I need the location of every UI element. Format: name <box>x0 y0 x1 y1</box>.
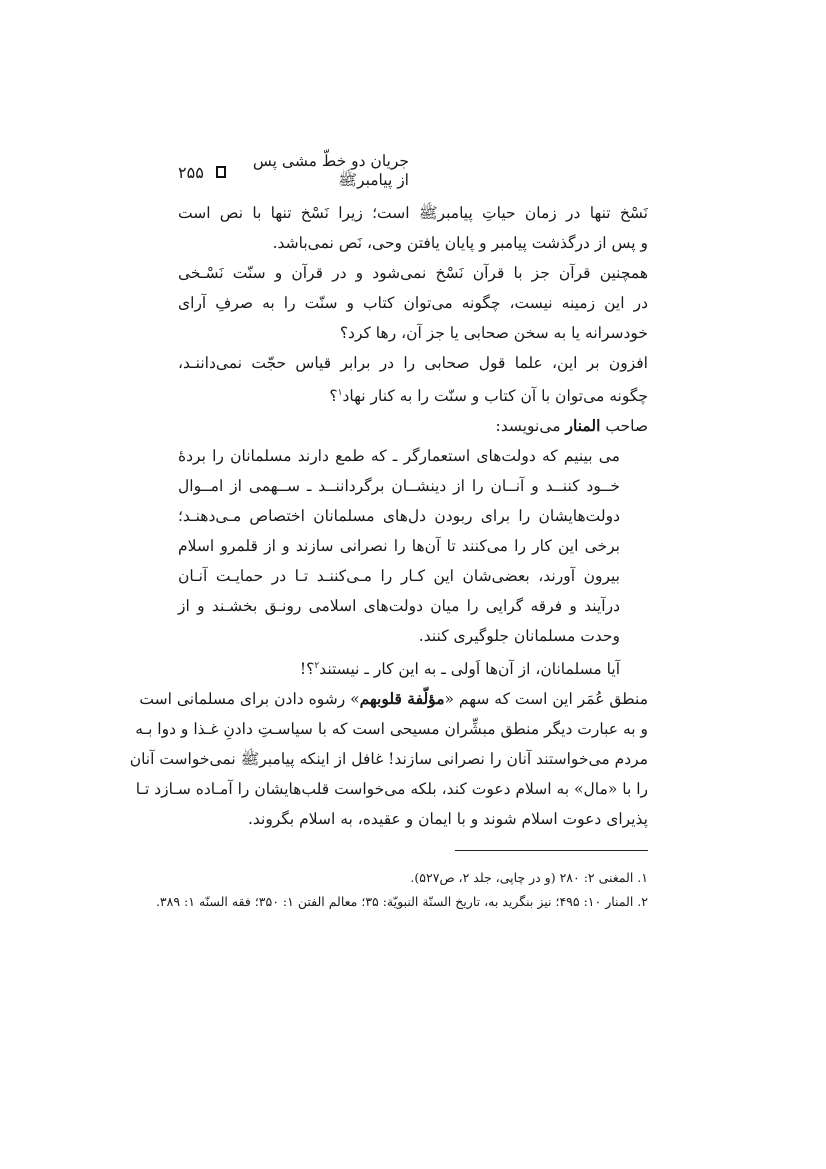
text-line: افزون بر این، علما قول صحابی را در برابر قیاس حجّت نمی‌داننـد، <box>178 354 648 372</box>
footnote-divider <box>455 850 648 851</box>
text-line: خودسرانه یا به سخن صحابی یا جز آن، رها کرد؟ <box>339 324 648 342</box>
text-line: را با «مال» به اسلام دعوت کند، بلکه می‌خواست قلب‌هایشان را آمـاده سـازد تـا <box>135 780 648 799</box>
text-line: نَسْخ تنها در زمان حیاتِ پیامبرﷺ است؛ زیرا نَسْخ تنها با نص است <box>178 204 648 222</box>
footnote-marker: ۲ <box>314 661 320 672</box>
footnotes <box>155 866 648 914</box>
bold-term: مؤلّفة قلوبهم <box>359 689 445 709</box>
text-line <box>139 684 648 714</box>
block-quote <box>178 441 620 684</box>
quote-line: دولت‌هایشان را برای ربودن دل‌های مسلمانان اختصاص مـی‌دهنـد؛ <box>178 507 620 526</box>
text-line: و پس از درگذشت پیامبر و پایان یافتن وحی، نَص نمی‌باشد. <box>272 234 648 252</box>
text-line: و به عبارت دیگر منطق مبشِّران مسیحی است که با سیاسـتِ دادنِ غـذا و دوا بـه <box>135 720 648 739</box>
quote-line: بیرون آورند، بعضی‌شان این کـار را مـی‌کننـد تـا در حمایـت آنـان <box>178 567 620 586</box>
quote-line <box>178 651 620 684</box>
main-text <box>129 198 648 834</box>
running-title: جریان دو خطّ مشی پس از پیامبرﷺ <box>252 151 409 189</box>
quote-line: برخی این کار را می‌کنند تا آن‌ها را نصرانی سازند و از قلمرو اسلام <box>178 537 620 556</box>
footnote: ۱. المغنی ۲: ۲۸۰ (و در چاپی، جلد ۲، ص۵۲۷). <box>410 870 648 885</box>
quote-line: درآیند و فرقه گرایی را میان دولت‌های اسلامی رونـق بخشـند و از <box>178 597 620 616</box>
text-span: ؟! <box>299 660 315 679</box>
quote-line: وحدت مسلمانان جلوگیری کنند. <box>418 627 620 646</box>
text-span: ؟ <box>329 387 338 406</box>
quote-line: می بینیم که دولت‌های استعمارگر ـ که طمع دارند مسلمانان را بردهٔ <box>178 447 620 466</box>
quote-line: خــود کننــد و آنــان را از دینشــان برگرداننــد ـ ســهمی از امــوال <box>178 477 620 496</box>
text-line: در این زمینه نیست، چگونه می‌توان کتاب و سنّت را به صرفِ آرای <box>178 294 648 312</box>
text-line: مردم می‌خواستند آنان را نصرانی سازند! غافل از اینکه پیامبرﷺ نمی‌خواست آنان <box>129 750 648 769</box>
text-span: صاحب <box>605 417 648 436</box>
square-ornament-icon <box>216 166 226 178</box>
bold-term: المنار <box>565 416 601 436</box>
footnote: ۲. المنار ۱۰: ۴۹۵؛ نیز بنگرید به، تاریخ السنّة النبویّة: ۳۵؛ معالم الفتن ۱: ۳۵۰؛ فقه السنّه ۱: ۳۸۹. <box>155 894 648 909</box>
text-span: چگونه می‌توان با آن کتاب و سنّت را به کنار نهاد <box>342 387 648 406</box>
text-line: پذیرای دعوت اسلام شوند و با ایمان و عقیده، به اسلام بگروند. <box>247 810 648 829</box>
running-header <box>178 151 409 189</box>
text-line <box>178 411 648 441</box>
footnote-marker: ۱ <box>337 388 343 398</box>
page-number: ۲۵۵ <box>178 162 204 182</box>
text-span: منطق عُمَر این است که سهم « <box>444 690 648 709</box>
text-span: آیا مسلمانان، از آن‌ها اَولی ـ به این کار ـ نیستند <box>319 660 620 679</box>
text-line <box>178 378 648 411</box>
text-span: » رشوه دادن برای مسلمانی است <box>139 690 360 709</box>
text-line: همچنین قرآن جز با قرآن نَسْخ نمی‌شود و در قرآن و سنّت نَسْـخی <box>178 264 648 282</box>
text-span: می‌نویسد: <box>495 417 561 436</box>
